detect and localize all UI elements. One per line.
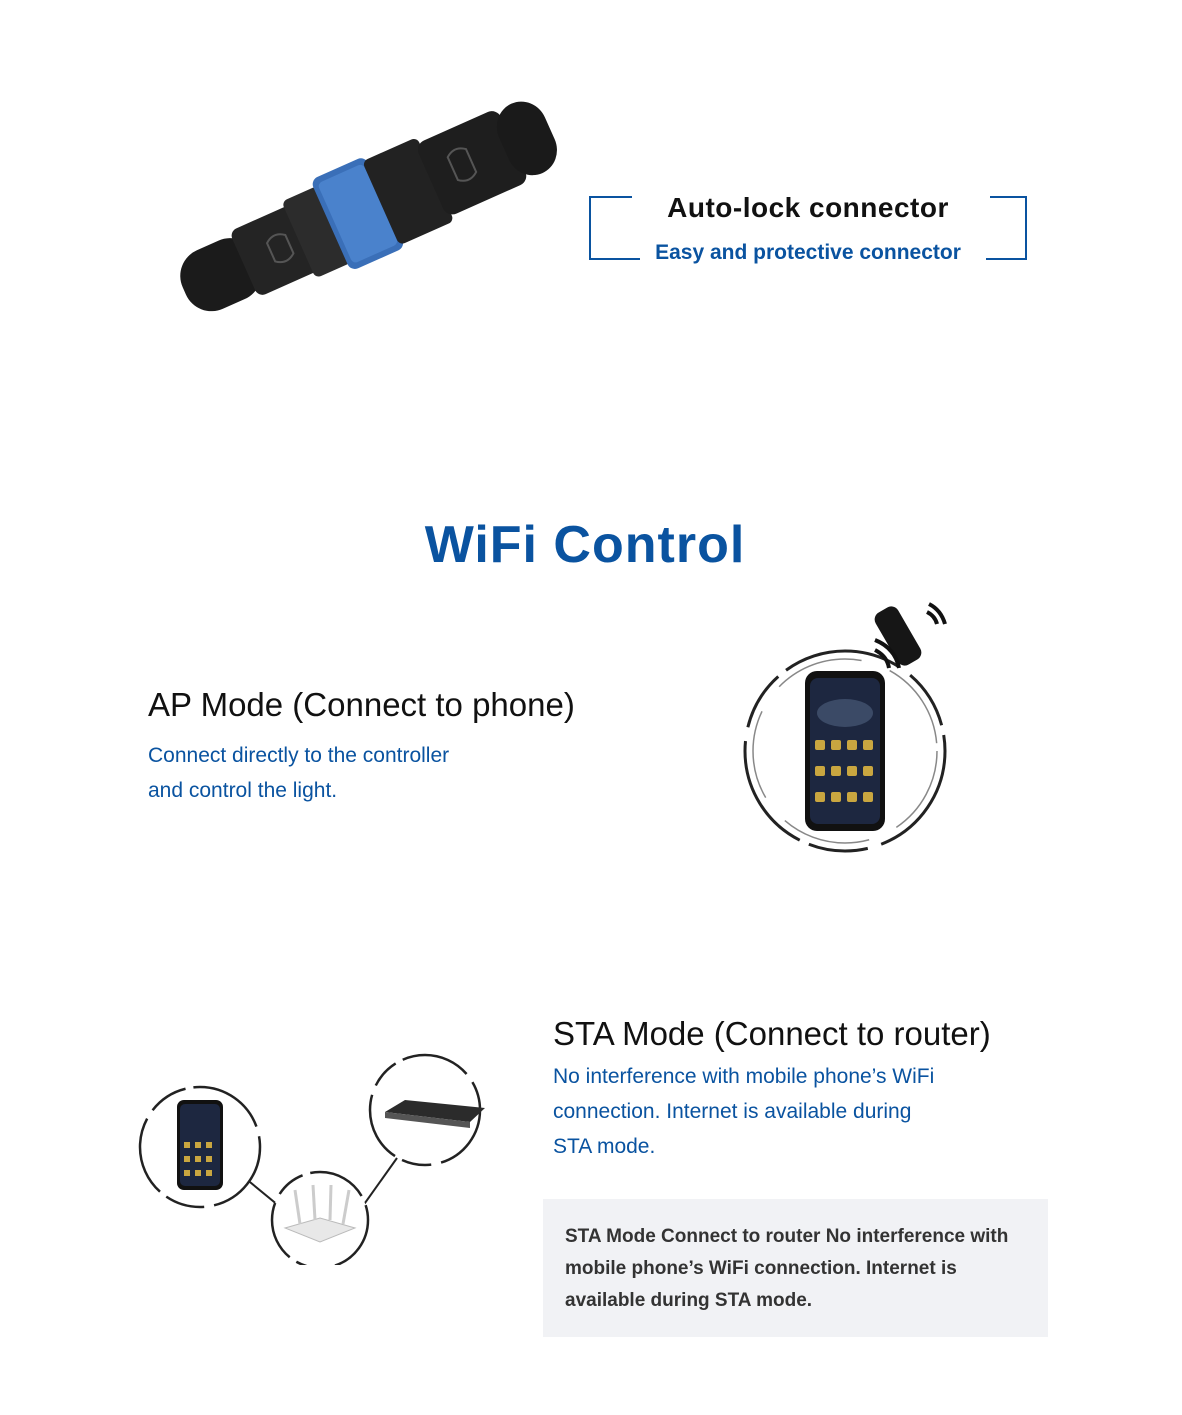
connector-caption — [588, 192, 1028, 264]
sta-desc-line: No interference with mobile phone’s WiFi — [553, 1065, 935, 1088]
sta-desc-line: connection. Internet is available during — [553, 1100, 912, 1123]
connector-title: Auto-lock connector — [667, 192, 949, 223]
connector-subtitle: Easy and protective connector — [655, 241, 961, 264]
sta-mode-description — [553, 1059, 1023, 1164]
sta-note-box — [543, 1199, 1048, 1337]
ap-mode-title: AP Mode (Connect to phone) — [148, 686, 575, 723]
section-title: WiFi Control — [424, 516, 746, 574]
ap-desc-line: Connect directly to the controller — [148, 744, 450, 767]
ap-mode-figure — [735, 598, 955, 858]
phone-app-icon — [177, 1100, 223, 1190]
ap-desc-line: and control the light. — [148, 779, 338, 802]
sta-mode-title: STA Mode (Connect to router) — [553, 1015, 991, 1052]
sta-desc-line: STA mode. — [553, 1135, 656, 1158]
ap-mode-description — [148, 738, 568, 808]
sta-mode-figure — [135, 1050, 505, 1265]
connector-image — [170, 90, 560, 320]
phone-app-icon — [805, 671, 885, 831]
sta-note-text: STA Mode Connect to router No interference with mobile phone’s WiFi connection. Internet is available during STA mode. — [565, 1226, 1009, 1311]
